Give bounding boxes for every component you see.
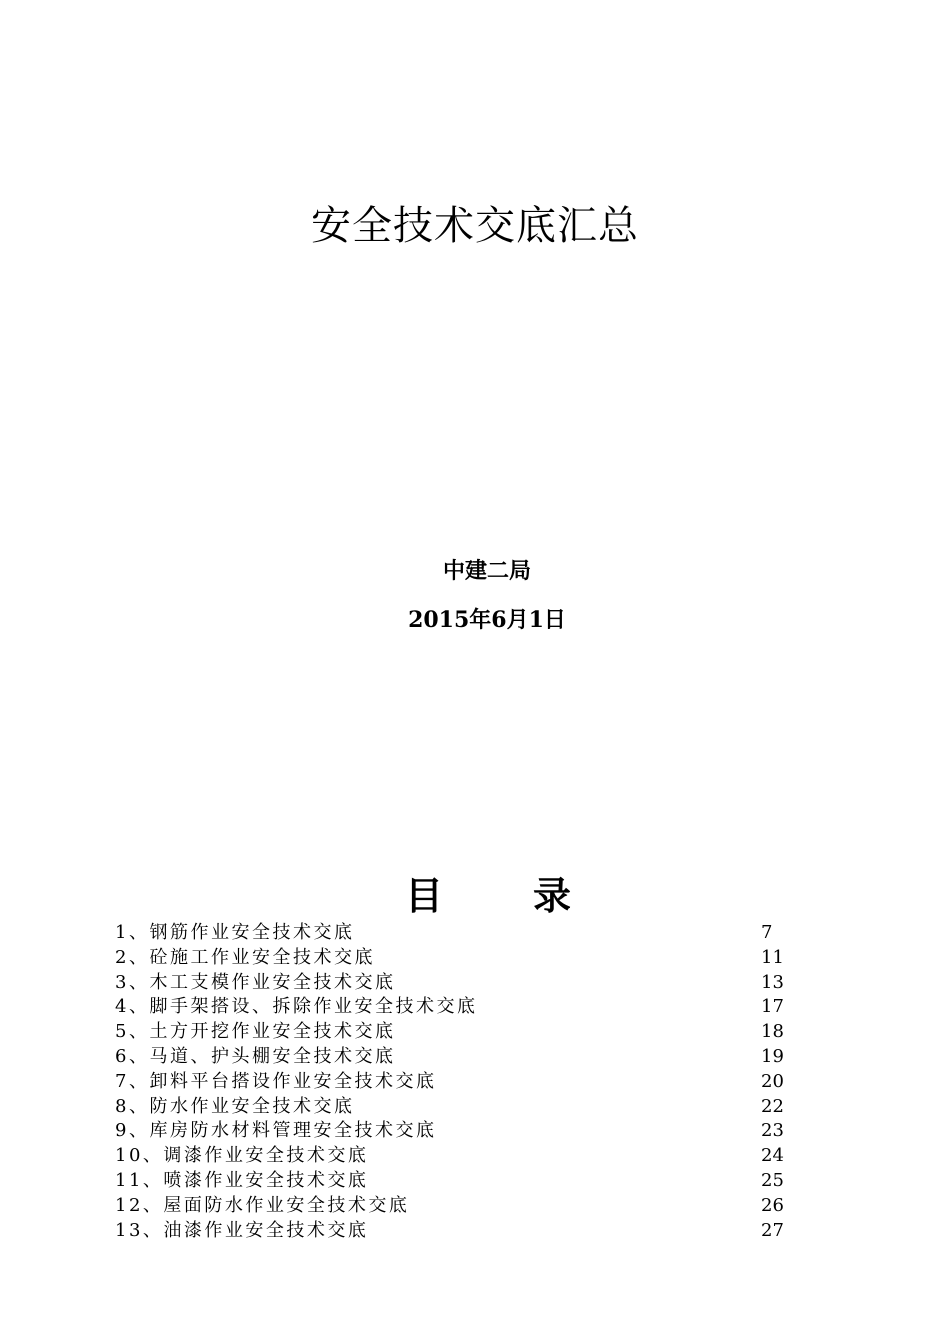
toc-item-page: 7 bbox=[761, 922, 773, 943]
toc-item bbox=[115, 1045, 785, 1070]
toc-item bbox=[115, 1020, 785, 1045]
toc-heading-char-2: 录 bbox=[533, 874, 572, 918]
toc-item-label: 1、钢筋作业安全技术交底 bbox=[115, 922, 355, 943]
toc-item-page: 20 bbox=[761, 1070, 784, 1092]
toc-item-label: 5、土方开挖作业安全技术交底 bbox=[115, 1021, 396, 1043]
toc-item bbox=[115, 1219, 785, 1244]
toc-item-page: 24 bbox=[761, 1145, 784, 1167]
organization-name: 中建二局 bbox=[442, 559, 531, 584]
toc-item bbox=[115, 1169, 785, 1194]
toc-heading bbox=[405, 870, 585, 922]
toc-item-label: 3、木工支模作业安全技术交底 bbox=[115, 971, 396, 993]
toc-list bbox=[115, 921, 785, 1243]
toc-item-label: 11、喷漆作业安全技术交底 bbox=[115, 1169, 369, 1191]
toc-item-label: 12、屋面防水作业安全技术交底 bbox=[115, 1194, 410, 1216]
toc-item-page: 19 bbox=[761, 1045, 784, 1067]
document-title: 安全技术交底汇总 bbox=[311, 203, 639, 249]
toc-item-label: 8、防水作业安全技术交底 bbox=[115, 1095, 355, 1117]
toc-item bbox=[115, 1070, 785, 1095]
toc-item-page: 23 bbox=[761, 1120, 784, 1142]
toc-item-page: 22 bbox=[761, 1095, 784, 1117]
toc-item-label: 2、砼施工作业安全技术交底 bbox=[115, 946, 375, 968]
toc-item-label: 10、调漆作业安全技术交底 bbox=[115, 1145, 369, 1167]
toc-item-page: 17 bbox=[761, 996, 784, 1018]
toc-item-page: 25 bbox=[761, 1169, 784, 1191]
toc-item bbox=[115, 1119, 785, 1144]
toc-item-page: 27 bbox=[761, 1219, 784, 1241]
toc-item-label: 7、卸料平台搭设作业安全技术交底 bbox=[115, 1070, 437, 1092]
toc-item bbox=[115, 1095, 785, 1120]
toc-item bbox=[115, 946, 785, 971]
toc-item bbox=[115, 995, 785, 1020]
toc-item bbox=[115, 921, 785, 946]
toc-item bbox=[115, 1194, 785, 1219]
toc-item-label: 4、脚手架搭设、拆除作业安全技术交底 bbox=[115, 996, 478, 1018]
document-date: 2015年6月1日 bbox=[408, 607, 566, 633]
toc-heading-char-1: 目 bbox=[405, 874, 444, 918]
toc-item-page: 11 bbox=[761, 946, 784, 968]
toc-item-label: 9、库房防水材料管理安全技术交底 bbox=[115, 1120, 437, 1142]
toc-item-page: 26 bbox=[761, 1194, 784, 1216]
toc-item-label: 6、马道、护头棚安全技术交底 bbox=[115, 1045, 396, 1067]
toc-item bbox=[115, 1144, 785, 1169]
toc-item-label: 13、油漆作业安全技术交底 bbox=[115, 1219, 369, 1241]
toc-item bbox=[115, 971, 785, 996]
toc-item-page: 13 bbox=[761, 971, 784, 993]
toc-item-page: 18 bbox=[761, 1021, 784, 1043]
